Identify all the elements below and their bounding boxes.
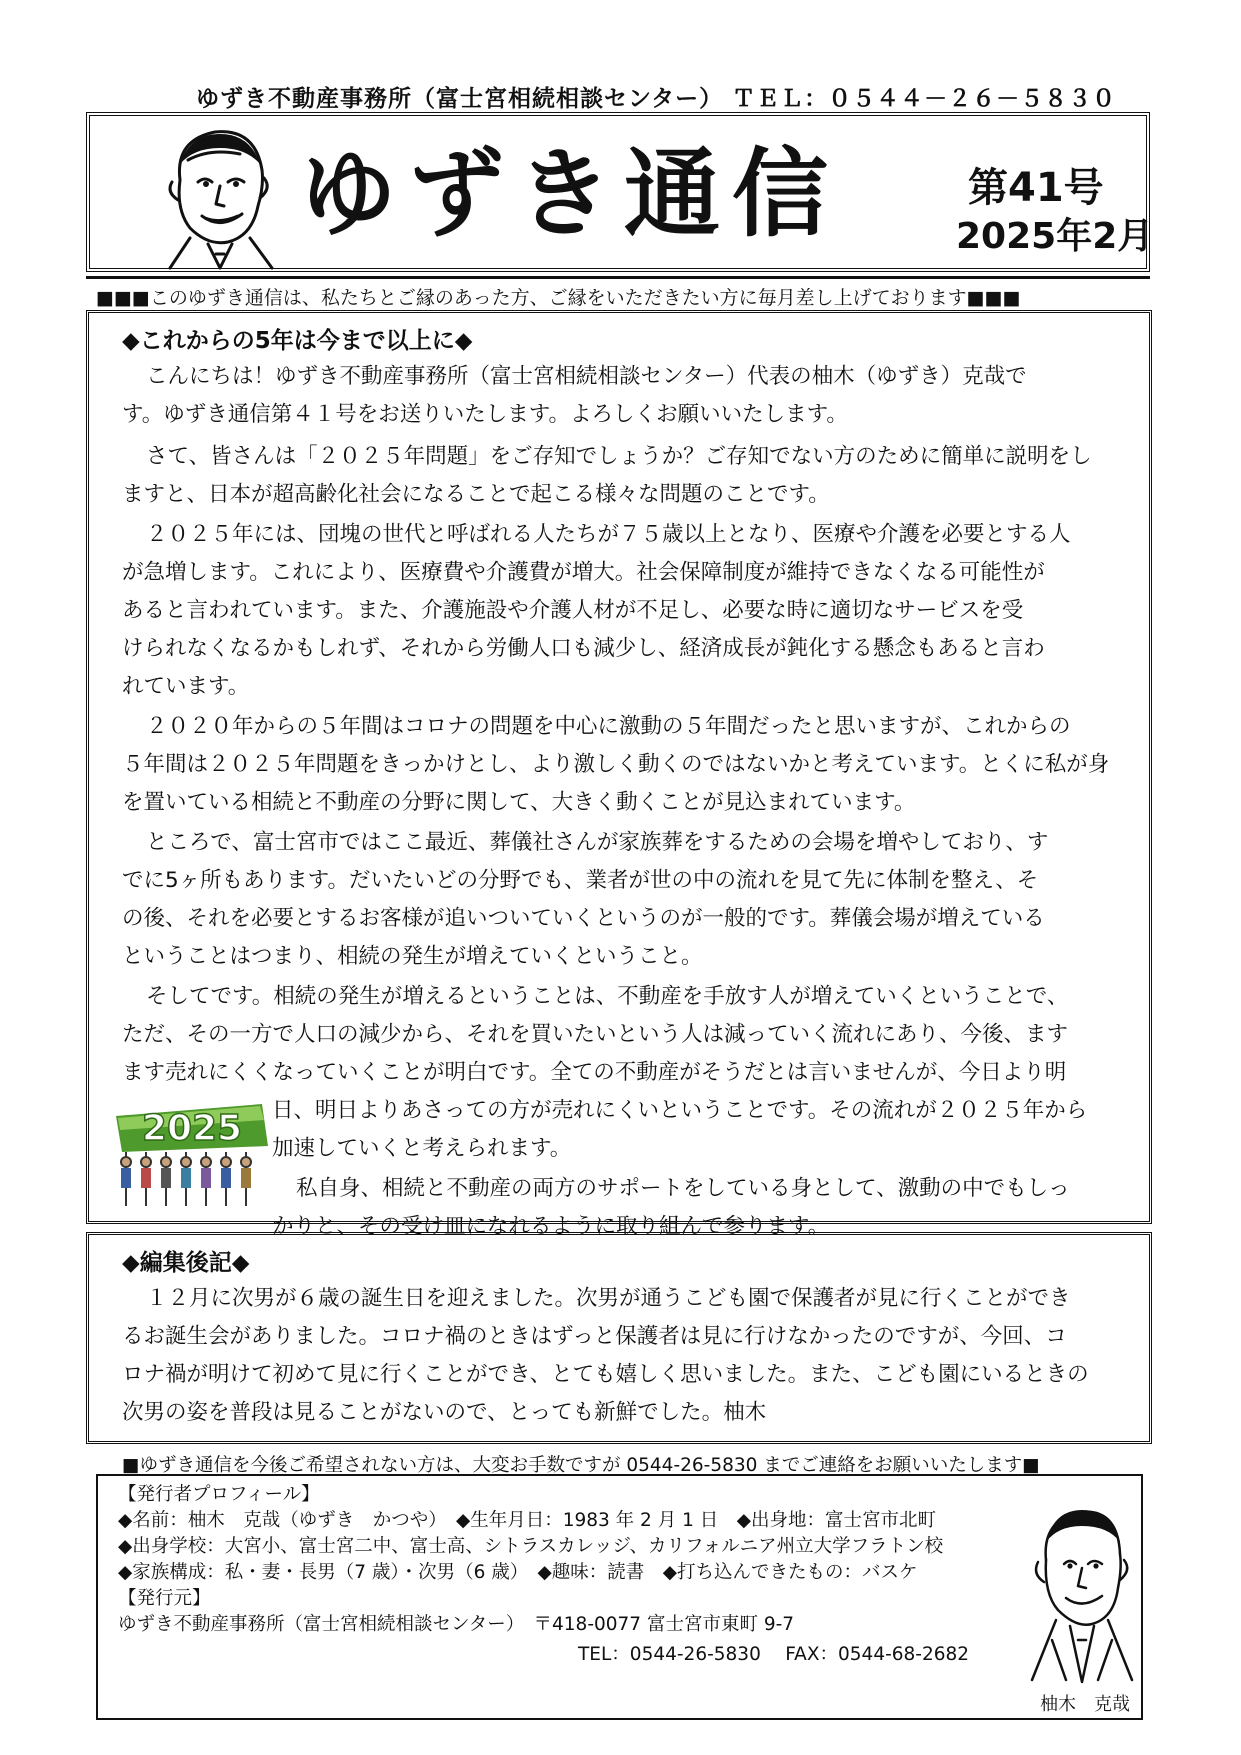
article-line: を置いている相続と不動産の分野に関して、大きく動くことが見込まれています。	[122, 790, 916, 815]
author-name: 柚木 克哉	[1040, 1694, 1130, 1715]
profile-line: TEL：0544-26-5830 FAX：0544-68-2682	[578, 1644, 970, 1665]
article-line: かりと、その受け皿になれるように取り組んで参ります。	[272, 1214, 830, 1239]
editorial-line: ロナ禍が明けて初めて見に行くことができ、とても嬉しく思いました。また、こども園にいるときの	[122, 1362, 1089, 1387]
article-line: ２０２０年からの５年間はコロナの問題を中心に激動の５年間だったと思いますが、これからの	[146, 714, 1071, 739]
article-line: でに5ヶ所もあります。だいたいどの分野でも、業者が世の中の流れを見て先に体制を整え、そ	[122, 868, 1039, 893]
profile-line: 【発行者プロフィール】	[118, 1484, 320, 1505]
profile-line: ◆名前：柚木 克哉（ゆずき かつや） ◆生年月日：1983 年 2 月 1 日 ◆出身地：富士宮市北町	[118, 1510, 936, 1531]
profile-line: 【発行元】	[118, 1588, 211, 1609]
editorial-line: 次男の姿を普段は見ることがないので、とっても新鮮でした。柚木	[122, 1400, 767, 1425]
profile-line: ゆずき不動産事務所（富士宮相続相談センター） 〒418-0077 富士宮市東町 9-7	[118, 1614, 795, 1635]
issue-date: 2025年2月	[956, 216, 1154, 257]
article-line: ますと、日本が超高齢化社会になることで起こる様々な問題のことです。	[122, 482, 830, 507]
2025-banner-people-icon	[112, 1096, 272, 1216]
editorial-line: １２月に次男が６歳の誕生日を迎えました。次男が通うこども園で保護者が見に行くことができ	[146, 1286, 1071, 1311]
contact-line: ゆずき不動産事務所（富士宮相続相談センター） ＴＥＬ：０５４４－２６－５８３０	[196, 86, 1117, 112]
article-line: ということはつまり、相続の発生が増えていくということ。	[122, 944, 703, 969]
article-line: 加速していくと考えられます。	[272, 1136, 572, 1161]
article-line: ます売れにくくなっていくことが明白です。全ての不動産がそうだとは言いませんが、今日より明	[122, 1060, 1067, 1085]
article-line: の後、それを必要とするお客様が追いついていくというのが一般的です。葬儀会場が増えている	[122, 906, 1045, 931]
profile-line: ◆出身学校：大宮小、富士宮二中、富士高、シトラスカレッジ、カリフォルニア州立大学フラトン校	[118, 1536, 944, 1557]
profile-line: ◆家族構成：私・妻・長男（7 歳）・次男（6 歳） ◆趣味：読書 ◆打ち込んできたもの：バスケ	[118, 1562, 918, 1583]
article-line: 私自身、相続と不動産の両方のサポートをしている身として、激動の中でもしっ	[296, 1176, 1070, 1201]
article-line: そしてです。相続の発生が増えるということは、不動産を手放す人が増えていくということで、	[146, 984, 1069, 1009]
article-line: ５年間は２０２５年問題をきっかけとし、より激しく動くのではないかと考えています。とくに私が身	[122, 752, 1110, 777]
article-line: ところで、富士宮市ではここ最近、葬儀社さんが家族葬をするための会場を増やしており、す	[146, 830, 1049, 855]
article-line: あると言われています。また、介護施設や介護人材が不足し、必要な時に適切なサービスを受	[122, 598, 1024, 623]
tagline: ■■■このゆずき通信は、私たちとご縁のあった方、ご縁をいただきたい方に毎月差し上げております■■■	[96, 287, 1021, 309]
editorial-heading: ◆編集後記◆	[122, 1250, 250, 1276]
article-line: ２０２５年には、団塊の世代と呼ばれる人たちが７５歳以上となり、医療や介護を必要とする人	[146, 522, 1071, 547]
author-portrait-icon	[1022, 1490, 1140, 1686]
article-heading: ◆これからの5年は今まで以上に◆	[122, 328, 473, 354]
article-line: ただ、その一方で人口の減少から、それを買いたいという人は減っていく流れにあり、今後、ます	[122, 1022, 1069, 1047]
issue-number: 第41号	[968, 165, 1104, 211]
article-line: さて、皆さんは「２０２５年問題」をご存知でしょうか？ご存知でない方のために簡単に説明をし	[146, 444, 1092, 469]
editor-caricature-icon	[150, 120, 290, 270]
banner-text: 2025	[141, 1108, 243, 1149]
newsletter-title: ゆずき通信	[300, 138, 840, 250]
masthead-rule	[86, 276, 1150, 279]
editorial-line: るお誕生会がありました。コロナ禍のときはずっと保護者は見に行けなかったのですが、今回、コ	[122, 1324, 1067, 1349]
article-line: す。ゆずき通信第４１号をお送りいたします。よろしくお願いいたします。	[122, 402, 848, 427]
article-line: れています。	[122, 674, 250, 699]
article-line: けられなくなるかもしれず、それから労働人口も減少し、経済成長が鈍化する懸念もあると言わ	[122, 636, 1045, 661]
article-line: こんにちは！ゆずき不動産事務所（富士宮相続相談センター）代表の柚木（ゆずき）克哉で	[146, 364, 1027, 389]
article-line: 日、明日よりあさっての方が売れにくいということです。その流れが２０２５年から	[272, 1098, 1088, 1123]
unsubscribe-note: ■ゆずき通信を今後ご希望されない方は、大変お手数ですが 0544-26-5830 までご連絡をお願いいたします■	[122, 1455, 1040, 1476]
article-line: が急増します。これにより、医療費や介護費が増大。社会保障制度が維持できなくなる可能性が	[122, 560, 1045, 585]
